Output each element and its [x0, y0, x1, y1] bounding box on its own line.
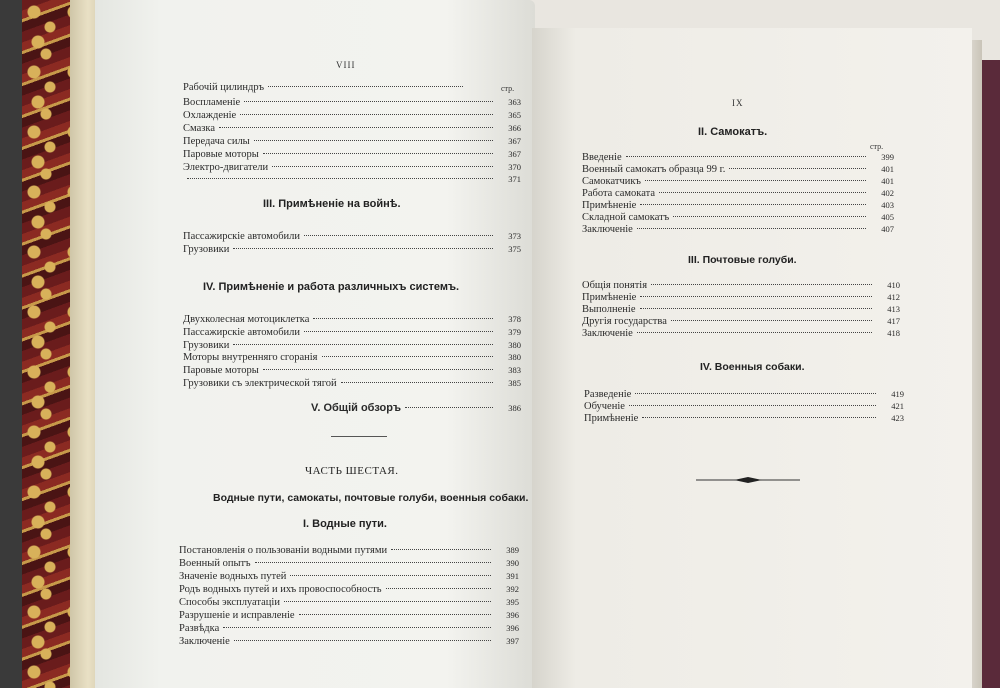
section-heading: I. Водные пути.: [303, 518, 387, 530]
toc-entry[interactable]: Другія государства 417: [582, 316, 900, 327]
toc-entry[interactable]: Охлажденіе 365: [183, 110, 521, 121]
toc-entry[interactable]: Способы эксплуатаціи 395: [179, 597, 519, 608]
toc-entry[interactable]: Грузовики съ электрической тягой 385: [183, 378, 521, 389]
right-page: [532, 28, 972, 688]
toc-entry[interactable]: Военный самокатъ образца 99 г. 401: [582, 164, 894, 175]
toc-entry[interactable]: Примѣненіе 403: [582, 200, 894, 211]
toc-entry[interactable]: Передача силы 367: [183, 136, 521, 147]
toc-entry[interactable]: Примѣненіе 412: [582, 292, 900, 303]
toc-entry-overview[interactable]: V. Общій обзоръ 386: [311, 402, 521, 414]
toc-entry[interactable]: Примѣненіе 423: [584, 413, 904, 424]
toc-entry[interactable]: Грузовики 375: [183, 244, 521, 255]
toc-entry[interactable]: 371: [183, 173, 521, 185]
toc-entry[interactable]: Двухколесная мотоциклетка 378: [183, 314, 521, 325]
toc-entry[interactable]: Обученіе 421: [584, 401, 904, 412]
toc-entry[interactable]: Значеніе водныхъ путей 391: [179, 571, 519, 582]
str-label: стр.: [870, 142, 884, 151]
section-heading: IV. Военныя собаки.: [700, 361, 805, 373]
left-page: [95, 0, 535, 688]
toc-entry[interactable]: Военный опытъ 390: [179, 558, 519, 569]
toc-entry[interactable]: Работа самоката 402: [582, 188, 894, 199]
toc-entry[interactable]: Рабочій цилиндръ: [183, 82, 491, 94]
section-heading: II. Самокатъ.: [698, 126, 768, 138]
marbled-binding: [22, 0, 74, 688]
divider: [331, 436, 387, 437]
toc-entry[interactable]: Заключеніе 407: [582, 224, 894, 235]
toc-entry[interactable]: Моторы внутренняго сгоранія 380: [183, 352, 521, 363]
section-heading: III. Почтовые голуби.: [688, 254, 797, 266]
toc-entry[interactable]: Заключеніе 397: [179, 636, 519, 647]
ornament-divider: [696, 476, 800, 484]
section-heading: IV. Примѣненіе и работа различныхъ системъ.: [203, 281, 460, 293]
toc-entry[interactable]: Постановленія о пользованіи водными путями 389: [179, 545, 519, 556]
toc-entry[interactable]: Выполненіе 413: [582, 304, 900, 315]
part-title: ЧАСТЬ ШЕСТАЯ.: [305, 465, 399, 477]
toc-entry[interactable]: Складной самокатъ 405: [582, 212, 894, 223]
toc-entry[interactable]: Грузовики 380: [183, 340, 521, 351]
toc-entry[interactable]: Электро-двигатели 370: [183, 162, 521, 173]
section-heading: III. Примѣненіе на войнѣ.: [263, 198, 401, 210]
toc-entry[interactable]: Заключеніе 418: [582, 328, 900, 339]
page-number-right: IX: [732, 98, 744, 108]
toc-entry[interactable]: Воспламеніе 363: [183, 97, 521, 108]
toc-entry[interactable]: Развѣдка 396: [179, 623, 519, 634]
toc-entry[interactable]: Самокатчикъ 401: [582, 176, 894, 187]
toc-entry[interactable]: Паровые моторы 367: [183, 149, 521, 160]
toc-entry[interactable]: Паровые моторы 383: [183, 365, 521, 376]
toc-entry[interactable]: Пассажирскіе автомобили 379: [183, 327, 521, 338]
part-subtitle: Водные пути, самокаты, почтовые голуби, военныя собаки.: [213, 492, 529, 504]
toc-entry[interactable]: Разведеніе 419: [584, 389, 904, 400]
toc-entry[interactable]: Разрушеніе и исправленіе 396: [179, 610, 519, 621]
toc-entry[interactable]: Введеніе 399: [582, 152, 894, 163]
page-number-left: VIII: [336, 60, 356, 70]
toc-entry[interactable]: Общія понятія 410: [582, 280, 900, 291]
toc-entry[interactable]: Родъ водныхъ путей и ихъ провоспособность 392: [179, 584, 519, 595]
str-label: стр.: [501, 84, 515, 93]
toc-entry[interactable]: Пассажирскіе автомобили 373: [183, 231, 521, 242]
toc-entry[interactable]: Смазка 366: [183, 123, 521, 134]
